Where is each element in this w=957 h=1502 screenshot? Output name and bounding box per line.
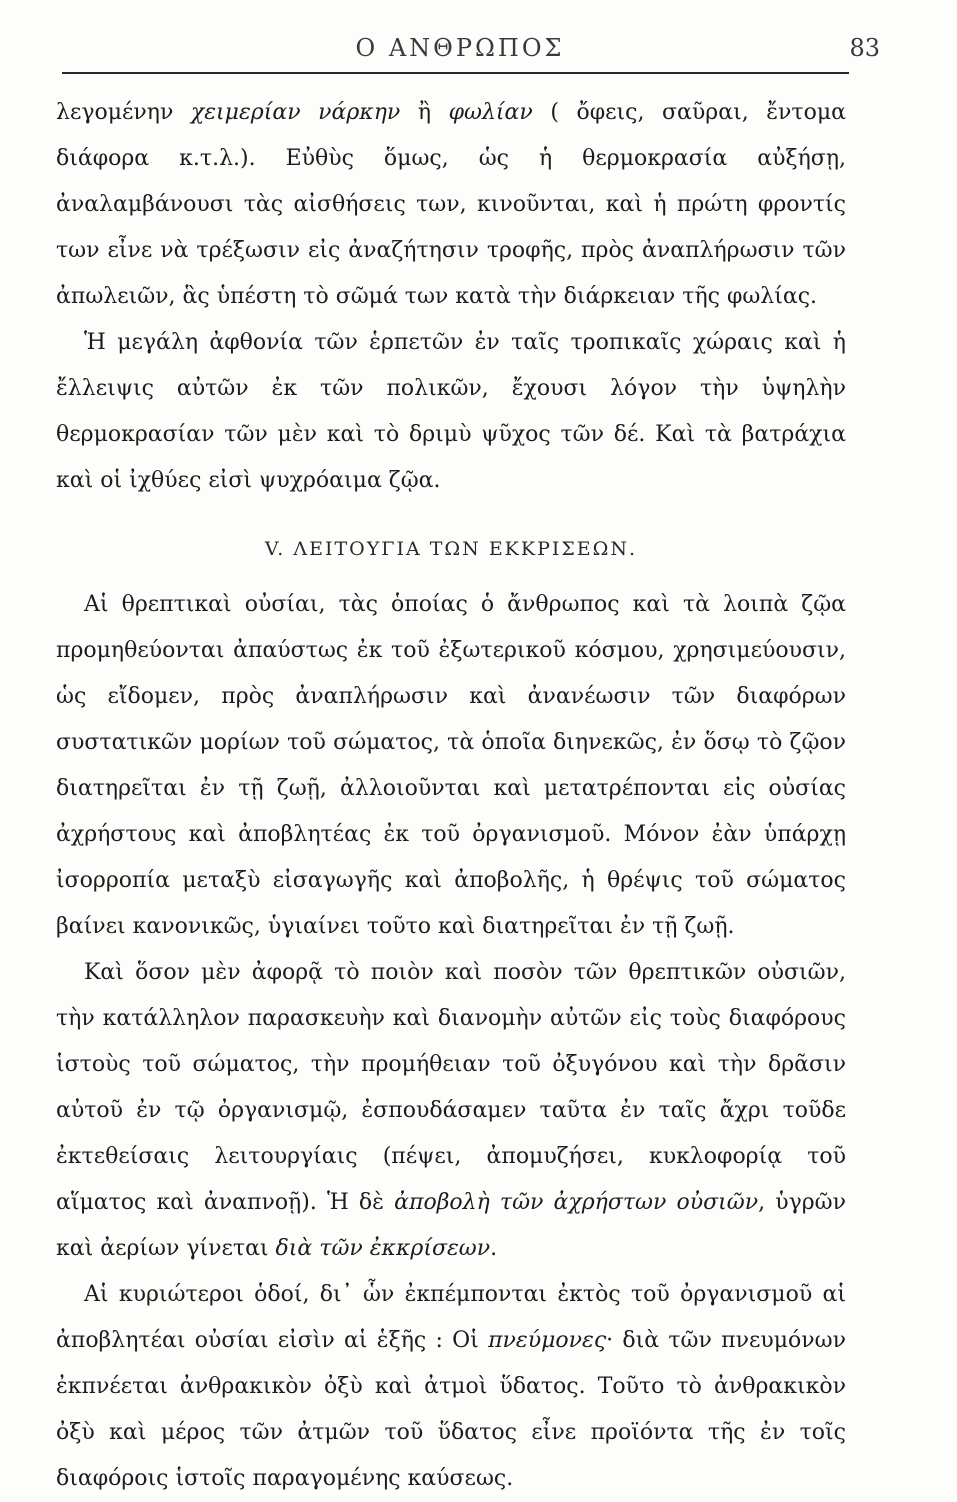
paragraph-5 <box>56 1272 846 1502</box>
paragraph-5-emphasis-a: πνεύμονες <box>488 1328 607 1353</box>
paragraph-4-emphasis-a: ἀποβολὴ τῶν ἀχρήστων οὐσιῶν <box>394 1190 759 1215</box>
paragraph-1-emphasis-b: φωλίαν <box>448 100 533 125</box>
page-number: 83 <box>849 34 880 62</box>
paragraph-1 <box>56 90 846 320</box>
paragraph-4-text-a: Καὶ ὅσον μὲν ἀφορᾷ τὸ ποιὸν καὶ ποσὸν τῶν θρεπτικῶν οὐσιῶν, τὴν κατάλληλον παρασκευὴν καὶ διανομὴν αὐτῶν εἰς τοὺς διαφόρους ἱστοὺς τοῦ σώματος, τὴν προμήθειαν τοῦ ὀξυγόνου καὶ τὴν δρᾶσιν αὐτοῦ ἐν τῷ ὀργανισμῷ, ἐσπουδάσαμεν ταῦτα ἐν ταῖς ἄχρι τοῦδε ἐκτεθείσαις λειτουργίαις (πέψει, ἀπομυζήσει, κυκλοφορίᾳ τοῦ αἵματος καὶ ἀναπνοῇ). Ἡ δὲ <box>56 960 846 1215</box>
paragraph-4-text-b: , ὑγρῶν καὶ ἀερίων γίνεται <box>56 1190 847 1261</box>
header-rule <box>62 72 849 74</box>
paragraph-4-emphasis-b: διὰ τῶν ἐκκρίσεων <box>275 1236 491 1261</box>
running-title: Ο ΑΝΘΡΩΠΟΣ <box>355 34 565 62</box>
body-text <box>56 90 846 1502</box>
paragraph-1-emphasis-a: χειμερίαν νάρκην <box>190 100 401 125</box>
paragraph-3: Αἱ θρεπτικαὶ οὐσίαι, τὰς ὁποίας ὁ ἄνθρωπος καὶ τὰ λοιπὰ ζῷα προμηθεύονται ἀπαύστως ἐκ τοῦ ἐξωτερικοῦ κόσμου, χρησιμεύουσιν, ὡς εἴδομεν, πρὸς ἀναπλήρωσιν καὶ ἀνανέωσιν τῶν διαφόρων συστατικῶν μορίων τοῦ σώματος, τὰ ὁποῖα διηνεκῶς, ἐν ὅσῳ τὸ ζῷον διατηρεῖται ἐν τῇ ζωῇ, ἀλλοιοῦνται καὶ μετατρέπονται εἰς οὐσίας ἀχρήστους καὶ ἀποβλητέας ἐκ τοῦ ὀργανισμοῦ. Μόνον ἐὰν ὑπάρχῃ ἰσορροπία μεταξὺ εἰσαγωγῆς καὶ ἀποβολῆς, ἡ θρέψις τοῦ σώματος βαίνει κανονικῶς, ὑγιαίνει τοῦτο καὶ διατηρεῖται ἐν τῇ ζωῇ. <box>56 592 846 939</box>
paragraph-4-text-c: . <box>490 1236 498 1261</box>
paragraph-5-text-b: · διὰ τῶν πνευμόνων ἐκπνέεται ἀνθρακικὸν ὀξὺ καὶ ἀτμοὶ ὕδατος. Τοῦτο τὸ ἀνθρακικὸν ὀξὺ καὶ μέρος τῶν ἀτμῶν τοῦ ὕδατος εἶνε προϊόντα τῆς ἐν τοῖς διαφόροις ἱστοῖς παραγομένης καύσεως. <box>56 1328 846 1491</box>
paragraph-1-text-a: λεγομένην <box>56 100 191 125</box>
section-heading: V. ΛΕΙΤΟΥΓΙΑ ΤΩΝ ΕΚΚΡΙΣΕΩΝ. <box>264 538 638 560</box>
paragraph-1-text-c: ( ὄφεις, σαῦραι, ἔντομα διάφορα κ.τ.λ.). Εὐθὺς ὅμως, ὡς ἡ θερμοκρασία αὐξήσῃ, ἀναλαμβάνουσι τὰς αἰσθήσεις των, κινοῦνται, καὶ ἡ πρώτη φροντίς των εἶνε νὰ τρέξωσιν εἰς ἀναζήτησιν τροφῆς, πρὸς ἀναπλήρωσιν τῶν ἀπωλειῶν, ἃς ὑπέστη τὸ σῶμά των κατὰ τὴν διάρκειαν τῆς φωλίας. <box>56 100 846 309</box>
paragraph-2: Ἡ μεγάλη ἀφθονία τῶν ἑρπετῶν ἐν ταῖς τροπικαῖς χώραις καὶ ἡ ἔλλειψις αὐτῶν ἐκ τῶν πολικῶν, ἔχουσι λόγον τὴν ὑψηλὴν θερμοκρασίαν τῶν μὲν καὶ τὸ δριμὺ ψῦχος τῶν δέ. Καὶ τὰ βατράχια καὶ οἱ ἰχθύες εἰσὶ ψυχρόαιμα ζῷα. <box>56 330 846 493</box>
paragraph-5-text-a: Αἱ κυριώτεροι ὁδοί, δι᾽ ὧν ἐκπέμπονται ἐκτὸς τοῦ ὀργανισμοῦ αἱ ἀποβλητέαι οὐσίαι εἰσὶν αἱ ἑξῆς : Οἱ <box>56 1282 846 1353</box>
paragraph-1-text-b: ἢ <box>400 100 449 125</box>
paragraph-4 <box>56 950 846 1272</box>
running-header <box>60 28 880 68</box>
